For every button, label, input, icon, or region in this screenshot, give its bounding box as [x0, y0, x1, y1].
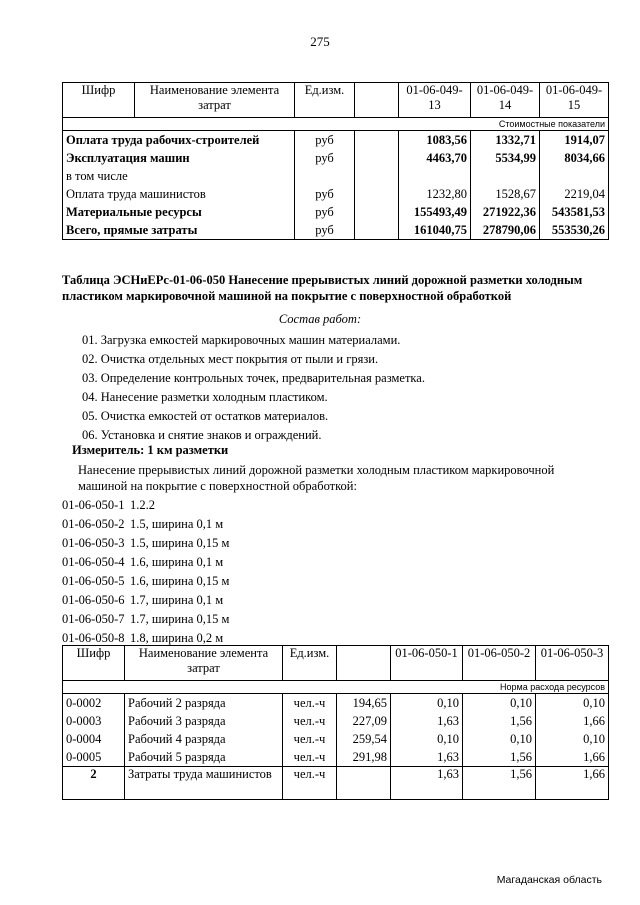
code-id: 01-06-050-3	[62, 536, 125, 550]
blank-cell	[355, 185, 399, 203]
code-text: 1.7, ширина 0,15 м	[130, 612, 230, 626]
cost-item-name: Эксплуатация машин	[63, 149, 295, 167]
cost-value-1	[399, 167, 471, 185]
header-blank	[337, 646, 391, 681]
code-list	[62, 496, 229, 648]
blank-cell	[355, 131, 399, 150]
header-name: Наименование элемента затрат	[135, 83, 295, 118]
cost-value-1: 4463,70	[399, 149, 471, 167]
cost-value-2: 1528,67	[471, 185, 540, 203]
cost-value-3: 553530,26	[540, 221, 609, 240]
header-name: Наименование элемента затрат	[125, 646, 283, 681]
code-row	[62, 553, 229, 572]
cost-value-2: 271922,36	[471, 203, 540, 221]
code-text: 1.8, ширина 0,2 м	[130, 631, 224, 645]
work-item: 06. Установка и снятие знаков и ограждений.	[82, 428, 322, 442]
resource-value-1: 0,10	[391, 730, 463, 748]
table-row	[63, 694, 609, 713]
resource-value-1: 1,63	[391, 748, 463, 767]
resource-table	[62, 645, 609, 800]
description: Нанесение прерывистых линий дорожной разметки холодным пластиком маркировочной машиной на покрытие с поверхностной обработкой:	[78, 463, 555, 493]
code-text: 1.2.2	[130, 498, 155, 512]
total-unit: чел.-ч	[283, 767, 337, 800]
resource-value-2: 1,56	[463, 748, 536, 767]
table-row	[63, 748, 609, 767]
cost-item-name: Оплата труда машинистов	[63, 185, 295, 203]
composition-title: Состав работ:	[278, 312, 362, 326]
resource-code: 0-0005	[63, 748, 125, 767]
cost-item-name: Материальные ресурсы	[63, 203, 295, 221]
header-col1: 01-06-049-13	[399, 83, 471, 118]
code-id: 01-06-050-4	[62, 555, 125, 569]
total-row	[63, 767, 609, 800]
cost-value-3: 2219,04	[540, 185, 609, 203]
resource-value-3: 0,10	[536, 730, 609, 748]
code-row	[62, 572, 229, 591]
cost-table-subheader	[63, 118, 609, 131]
blank-cell	[355, 221, 399, 240]
cost-item-unit	[295, 167, 355, 185]
resource-code: 0-0003	[63, 712, 125, 730]
code-id: 01-06-050-2	[62, 517, 125, 531]
code-text: 1.5, ширина 0,1 м	[130, 517, 224, 531]
code-id: 01-06-050-6	[62, 593, 125, 607]
header-blank	[355, 83, 399, 118]
table-row	[63, 221, 609, 240]
table-title: Таблица ЭСНиЕРс-01-06-050 Нанесение прерывистых линий дорожной разметки холодным пластиком маркировочной машиной на покрытие с поверхностной обработкой	[62, 273, 583, 303]
blank-cell	[355, 167, 399, 185]
resource-unit: чел.-ч	[283, 748, 337, 767]
resource-unit: чел.-ч	[283, 730, 337, 748]
resource-name: Рабочий 3 разряда	[125, 712, 283, 730]
table-row	[63, 185, 609, 203]
work-item: 05. Очистка емкостей от остатков материалов.	[82, 409, 329, 423]
subheader-label: Норма расхода ресурсов	[63, 681, 609, 694]
measure-unit: Измеритель: 1 км разметки	[72, 443, 229, 457]
resource-value-2: 0,10	[463, 694, 536, 713]
cost-item-name: Оплата труда рабочих-строителей	[63, 131, 295, 150]
work-item: 01. Загрузка емкостей маркировочных машин материалами.	[82, 333, 401, 347]
code-id: 01-06-050-7	[62, 612, 125, 626]
header-col3: 01-06-050-3	[536, 646, 609, 681]
code-row	[62, 591, 229, 610]
resource-value-3: 0,10	[536, 694, 609, 713]
code-text: 1.5, ширина 0,15 м	[130, 536, 230, 550]
work-item: 02. Очистка отдельных мест покрытия от пыли и грязи.	[82, 352, 379, 366]
resource-name: Рабочий 5 разряда	[125, 748, 283, 767]
table-row	[63, 712, 609, 730]
table-row	[63, 149, 609, 167]
cost-item-name: в том числе	[63, 167, 295, 185]
header-col3: 01-06-049-15	[540, 83, 609, 118]
resource-rate: 291,98	[337, 748, 391, 767]
resource-rate: 227,09	[337, 712, 391, 730]
header-unit: Ед.изм.	[283, 646, 337, 681]
resource-value-3: 1,66	[536, 712, 609, 730]
code-text: 1.7, ширина 0,1 м	[130, 593, 224, 607]
table-row	[63, 131, 609, 150]
resource-table-header	[63, 646, 609, 681]
resource-rate: 259,54	[337, 730, 391, 748]
resource-name: Рабочий 2 разряда	[125, 694, 283, 713]
code-id: 01-06-050-1	[62, 498, 125, 512]
cost-value-2	[471, 167, 540, 185]
resource-unit: чел.-ч	[283, 712, 337, 730]
code-row	[62, 610, 229, 629]
table-row	[63, 167, 609, 185]
header-col2: 01-06-050-2	[463, 646, 536, 681]
cost-value-2: 5534,99	[471, 149, 540, 167]
cost-value-3: 543581,53	[540, 203, 609, 221]
total-v3: 1,66	[536, 767, 609, 800]
header-code: Шифр	[63, 83, 135, 118]
code-row	[62, 534, 229, 553]
table-row	[63, 730, 609, 748]
total-code: 2	[63, 767, 125, 800]
resource-code: 0-0004	[63, 730, 125, 748]
resource-value-3: 1,66	[536, 748, 609, 767]
work-item: 03. Определение контрольных точек, предварительная разметка.	[82, 371, 425, 385]
resource-code: 0-0002	[63, 694, 125, 713]
cost-item-name: Всего, прямые затраты	[63, 221, 295, 240]
resource-value-1: 0,10	[391, 694, 463, 713]
header-col2: 01-06-049-14	[471, 83, 540, 118]
total-v1: 1,63	[391, 767, 463, 800]
cost-value-1: 155493,49	[399, 203, 471, 221]
resource-value-1: 1,63	[391, 712, 463, 730]
header-code: Шифр	[63, 646, 125, 681]
subheader-label: Стоимостные показатели	[63, 118, 609, 131]
cost-item-unit: руб	[295, 221, 355, 240]
code-id: 01-06-050-8	[62, 631, 125, 645]
cost-value-3	[540, 167, 609, 185]
work-list	[82, 331, 425, 445]
cost-value-1: 1083,56	[399, 131, 471, 150]
table-row	[63, 203, 609, 221]
cost-value-3: 1914,07	[540, 131, 609, 150]
blank-cell	[355, 203, 399, 221]
code-text: 1.6, ширина 0,1 м	[130, 555, 224, 569]
resource-rate: 194,65	[337, 694, 391, 713]
total-v2: 1,56	[463, 767, 536, 800]
code-row	[62, 515, 229, 534]
cost-item-unit: руб	[295, 149, 355, 167]
code-row	[62, 496, 229, 515]
footer-region: Магаданская область	[496, 874, 602, 886]
cost-item-unit: руб	[295, 131, 355, 150]
code-id: 01-06-050-5	[62, 574, 125, 588]
cost-value-2: 1332,71	[471, 131, 540, 150]
resource-value-2: 1,56	[463, 712, 536, 730]
resource-value-2: 0,10	[463, 730, 536, 748]
cost-item-unit: руб	[295, 185, 355, 203]
cost-value-3: 8034,66	[540, 149, 609, 167]
header-unit: Ед.изм.	[295, 83, 355, 118]
resource-name: Рабочий 4 разряда	[125, 730, 283, 748]
header-col1: 01-06-050-1	[391, 646, 463, 681]
page-number: 275	[310, 34, 330, 49]
cost-table-header	[63, 83, 609, 118]
cost-value-2: 278790,06	[471, 221, 540, 240]
cost-value-1: 1232,80	[399, 185, 471, 203]
resource-table-subheader	[63, 681, 609, 694]
cost-item-unit: руб	[295, 203, 355, 221]
code-text: 1.6, ширина 0,15 м	[130, 574, 230, 588]
total-rate	[337, 767, 391, 800]
cost-table	[62, 82, 609, 240]
work-item: 04. Нанесение разметки холодным пластиком.	[82, 390, 328, 404]
total-name: Затраты труда машинистов	[125, 767, 283, 800]
blank-cell	[355, 149, 399, 167]
cost-value-1: 161040,75	[399, 221, 471, 240]
resource-unit: чел.-ч	[283, 694, 337, 713]
